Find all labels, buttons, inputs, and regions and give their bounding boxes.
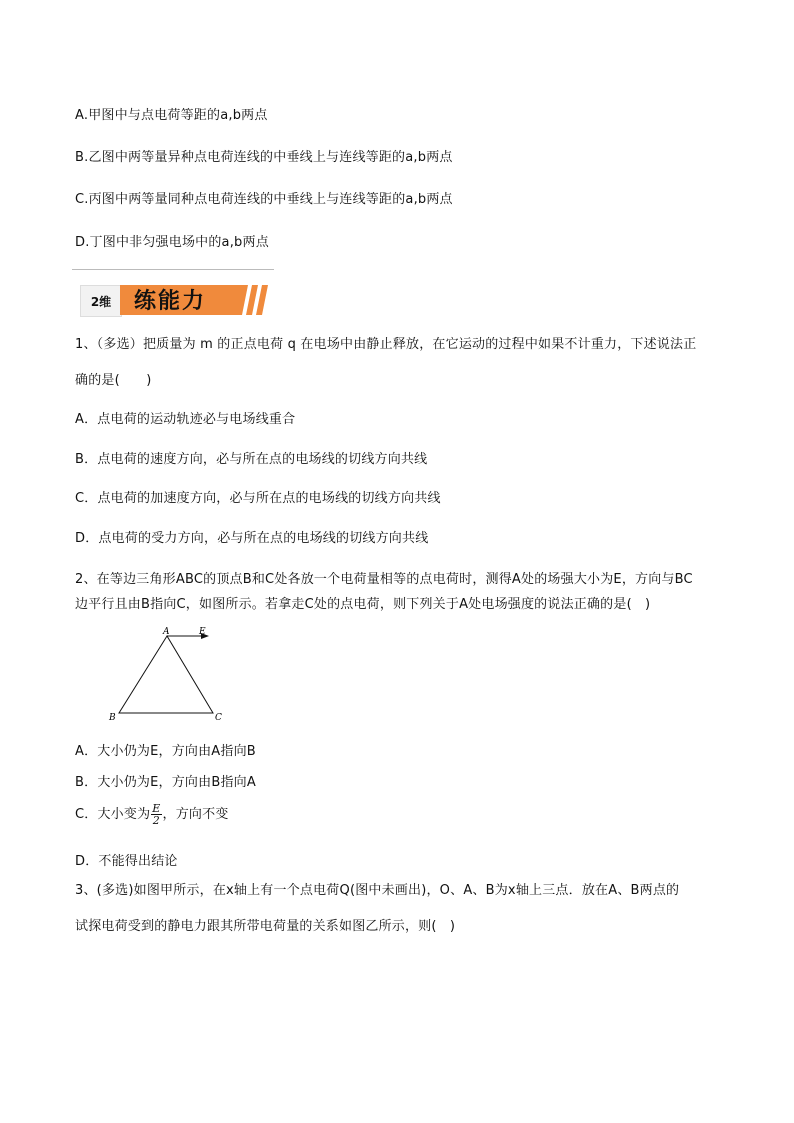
section-banner bbox=[80, 283, 260, 317]
option-b-top: B.乙图中两等量异种点电荷连线的中垂线上与连线等距的a,b两点 bbox=[75, 150, 453, 165]
fraction-e-over-2 bbox=[151, 803, 161, 826]
q1-option-b: B．点电荷的速度方向，必与所在点的电场线的切线方向共线 bbox=[75, 452, 428, 467]
field-e-label: E bbox=[199, 627, 206, 637]
q3-stem-line1: 3、(多选)如图甲所示，在x轴上有一个点电荷Q(图中未画出)，O、A、B为x轴上三点．放在A、B两点的 bbox=[75, 883, 680, 898]
vertex-b-label: B bbox=[109, 713, 116, 723]
q2-option-d: D．不能得出结论 bbox=[75, 854, 178, 869]
q3-stem-line2: 试探电荷受到的静电力跟其所带电荷量的关系如图乙所示，则( ) bbox=[75, 919, 456, 934]
q1-option-a: A．点电荷的运动轨迹必与电场线重合 bbox=[75, 412, 296, 427]
q1-stem-line2: 确的是( ) bbox=[75, 373, 152, 388]
vertex-a-label: A bbox=[163, 627, 170, 637]
triangle-diagram bbox=[105, 624, 235, 724]
level-badge: 2维 bbox=[80, 285, 122, 317]
vertex-c-label: C bbox=[215, 713, 222, 723]
q2-option-c-suffix: ，方向不变 bbox=[162, 807, 229, 822]
q2-stem-line1: 2、在等边三角形ABC的顶点B和C处各放一个电荷量相等的点电荷时，测得A处的场强大小为E，方向与BC bbox=[75, 572, 693, 587]
q2-option-a: A．大小仍为E，方向由A指向B bbox=[75, 744, 256, 759]
q2-option-b: B．大小仍为E，方向由B指向A bbox=[75, 775, 256, 790]
fraction-numerator: E bbox=[152, 802, 161, 815]
section-title: 练能力 bbox=[134, 289, 207, 314]
q2-option-c bbox=[75, 803, 229, 826]
q2-option-c-prefix: C．大小变为 bbox=[75, 807, 151, 822]
option-a-top: A.甲图中与点电荷等距的a,b两点 bbox=[75, 108, 268, 123]
option-c-top: C.丙图中两等量同种点电荷连线的中垂线上与连线等距的a,b两点 bbox=[75, 192, 453, 207]
section-divider bbox=[72, 269, 274, 270]
q1-stem-line1: 1、（多选）把质量为 m 的正点电荷 q 在电场中由静止释放，在它运动的过程中如果不计重力，下述说法正 bbox=[75, 337, 697, 352]
fraction-denominator: 2 bbox=[152, 814, 160, 827]
q1-option-d: D．点电荷的受力方向，必与所在点的电场线的切线方向共线 bbox=[75, 531, 429, 546]
q2-stem-line2: 边平行且由B指向C，如图所示。若拿走C处的点电荷，则下列关于A处电场强度的说法正确的是( ) bbox=[75, 597, 651, 612]
option-d-top: D.丁图中非匀强电场中的a,b两点 bbox=[75, 235, 269, 250]
q1-option-c: C．点电荷的加速度方向，必与所在点的电场线的切线方向共线 bbox=[75, 491, 441, 506]
